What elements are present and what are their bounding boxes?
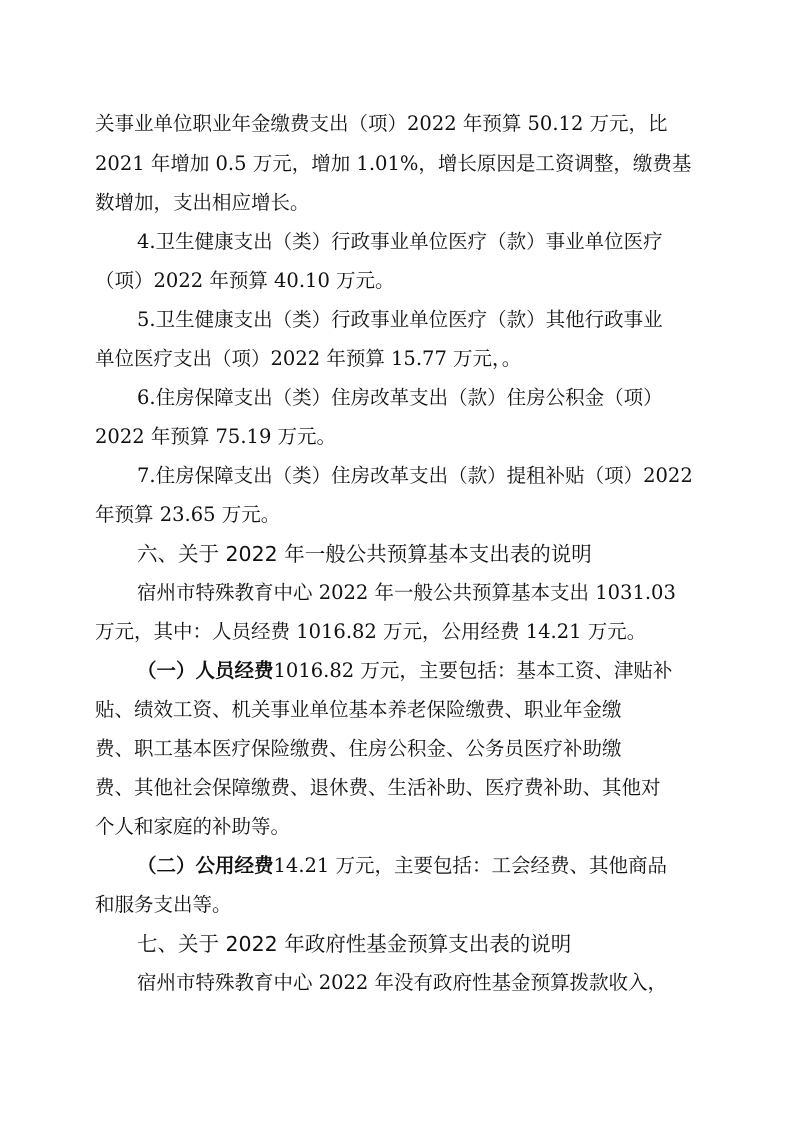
text-line: 6.住房保障支出（类）住房改革支出（款）住房公积金（项） [137,386,663,409]
text-line: 2022 年预算 75.19 万元。 [95,425,337,448]
text-line: 和服务支出等。 [95,893,232,916]
text-line: 5.卫生健康支出（类）行政事业单位医疗（款）其他行政事业 [137,308,663,331]
text-line: 数增加，支出相应增长。 [95,191,310,214]
text-line: 费、职工基本医疗保险缴费、住房公积金、公务员医疗补助缴 [95,737,622,760]
public-expense-label: （二）公用经费 [137,854,274,877]
text-line: 贴、绩效工资、机关事业单位基本养老保险缴费、职业年金缴 [95,698,622,721]
text-line: 关事业单位职业年金缴费支出（项）2022 年预算 50.12 万元，比 [95,112,668,135]
text-line: 万元，其中：人员经费 1016.82 万元，公用经费 14.21 万元。 [95,620,647,643]
text-line: 4.卫生健康支出（类）行政事业单位医疗（款）事业单位医疗 [137,230,663,253]
text-line: 年预算 23.65 万元。 [95,503,281,526]
text-line: 7.住房保障支出（类）住房改革支出（款）提租补贴（项）2022 [137,464,693,487]
text-line: 宿州市特殊教育中心 2022 年一般公共预算基本支出 1031.03 [137,581,676,604]
text-line: （项）2022 年预算 40.10 万元。 [95,269,395,292]
text-line: 费、其他社会保障缴费、退休费、生活补助、医疗费补助、其他对 [95,776,661,799]
section-heading: 七、关于 2022 年政府性基金预算支出表的说明 [137,932,572,956]
personnel-expense-label: （一）人员经费 [137,659,274,682]
text-run: 14.21 万元，主要包括：工会经费、其他商品 [273,854,668,877]
text-line: 宿州市特殊教育中心 2022 年没有政府性基金预算拨款收入， [137,971,668,994]
text-run: 1016.82 万元，主要包括：基本工资、津贴补 [273,659,673,682]
paragraph-first-line [137,657,672,685]
paragraph-first-line [137,852,667,880]
text-line: 2021 年增加 0.5 万元，增加 1.01%，增长原因是工资调整，缴费基 [95,152,692,175]
text-line: 单位医疗支出（项）2022 年预算 15.77 万元，。 [95,347,522,370]
text-line: 个人和家庭的补助等。 [95,815,291,838]
section-heading: 六、关于 2022 年一般公共预算基本支出表的说明 [137,542,592,566]
